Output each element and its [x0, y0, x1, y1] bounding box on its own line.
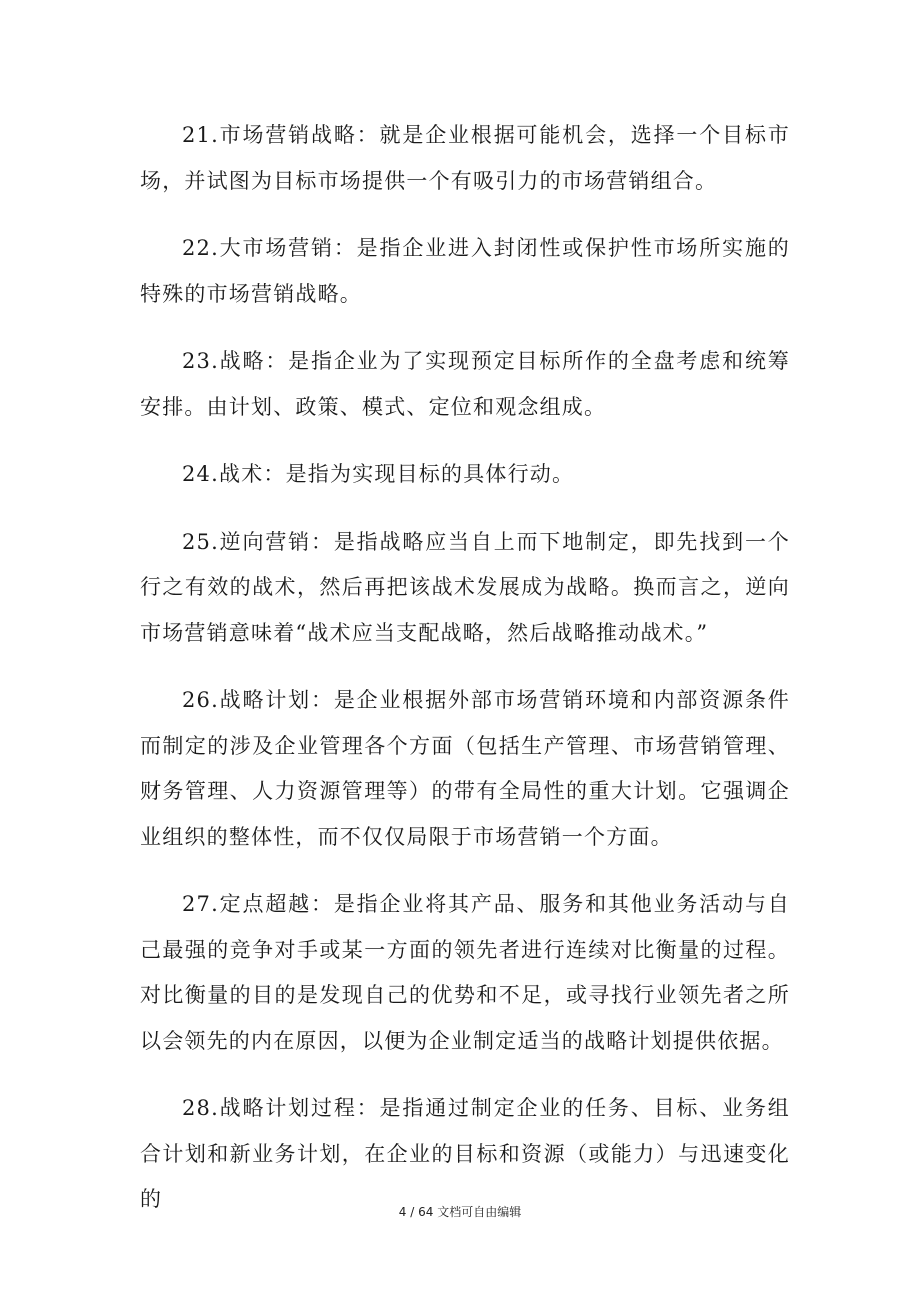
paragraph-25: 25.逆向营销：是指战略应当自上而下地制定，即先找到一个行之有效的战术，然后再把该战术发展成为战略。换而言之，逆向市场营销意味着“战术应当支配战略，然后战略推动战术。”	[140, 529, 790, 645]
paragraph-26: 26.战略计划：是企业根据外部市场营销环境和内部资源条件而制定的涉及企业管理各个方面（包括生产管理、市场营销管理、财务管理、人力资源管理等）的带有全局性的重大计划。它强调企业组织的整体性，而不仅仅局限于市场营销一个方面。	[140, 688, 790, 849]
page-footer: 4 / 64 文档可自由编辑	[398, 1205, 522, 1219]
paragraph-27: 27.定点超越：是指企业将其产品、服务和其他业务活动与自己最强的竞争对手或某一方面的领先者进行连续对比衡量的过程。对比衡量的目的是发现自己的优势和不足，或寻找行业领先者之所以会领先的内在原因，以便为企业制定适当的战略计划提供依据。	[140, 892, 790, 1053]
paragraph-22: 22.大市场营销：是指企业进入封闭性或保护性市场所实施的特殊的市场营销战略。	[140, 236, 790, 306]
paragraph-21: 21.市场营销战略：就是企业根据可能机会，选择一个目标市场，并试图为目标市场提供一个有吸引力的市场营销组合。	[140, 123, 790, 193]
paragraph-28: 28.战略计划过程：是指通过制定企业的任务、目标、业务组合计划和新业务计划，在企业的目标和资源（或能力）与迅速变化的	[140, 1096, 790, 1211]
paragraph-23: 23.战略：是指企业为了实现预定目标所作的全盘考虑和统筹安排。由计划、政策、模式、定位和观念组成。	[140, 349, 790, 419]
document-body	[140, 113, 790, 1245]
paragraph-24: 24.战术：是指为实现目标的具体行动。	[182, 462, 575, 486]
